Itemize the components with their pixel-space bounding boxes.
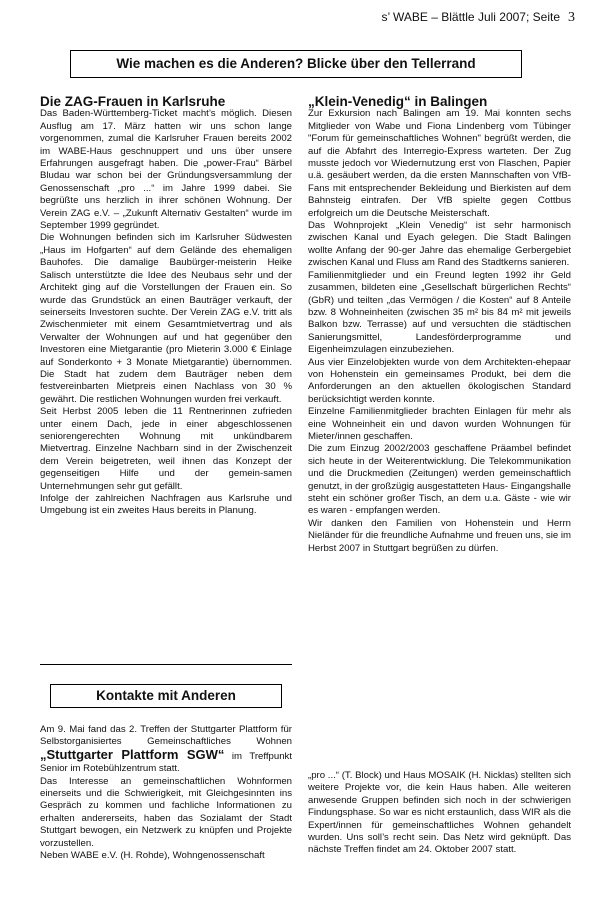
paragraph: Aus vier Einzelobjekten wurde von dem Architekten-ehepaar von Hohenstein ein gemeinsames Produkt, bei dem die Anforderungen an den aktuellen ökologischen Standard berücksichtigt werden konnte.: [308, 356, 571, 405]
paragraph: Das Wohnprojekt „Klein Venedig“ ist sehr harmonisch zwischen Kanal und Eyach gelegen. Die Stadt Balingen wollte Anfang der 90-ger Jahre das ehemalige Gerbergebiet zwischen Kanal und Fluss am Rand des Stadtkerns sanieren.: [308, 220, 571, 269]
paragraph: „pro ...“ (T. Block) und Haus MOSAIK (H. Nicklas) stellten sich weitere Projekte vor, die kein Haus haben. Alle weiteren anwesende Gruppen befinden sich noch in der schwierigen Findungsphase. So war es nicht erstaunlich, dass WIR als die Expert/innen für gemeinschaftliches Wohnen gehandelt wurden. Uns soll’s recht sein. Das Netz wird geknüpft. Das nächste Treffen findet am 24. Oktober 2007 statt.: [308, 770, 571, 856]
paragraph: Einzelne Familienmitglieder brachten Einlagen für mehr als eine Wohneinheit ein und davon wurden Wohnungen für Mieter/innen geschaffen.: [308, 406, 571, 442]
article-heading-balingen: „Klein-Venedig“ in Balingen: [308, 94, 488, 109]
page-header: [381, 10, 575, 26]
paragraph: Die zum Einzug 2002/2003 geschaffene Präambel befindet sich heute in der Weiterentwicklung. Die Telekommunikation und die Druckmedien (Zeitungen) werden gemeinschaftlich genutzt, in der großzügig ausgestatteten Haus- Eingangshalle steht ein schöner großer Tisch, an dem u.a. Gäste - wie wir es waren - empfangen werden.: [308, 443, 571, 517]
paragraph: Das Baden-Württemberg-Ticket macht’s möglich. Diesen Ausflug am 17. März hatten wir uns schon lange vorgenommen, zumal die Karlsruher Frauen bereits 2002 im WABE-Haus geschnuppert und uns über unsere Erfahrungen ausgefragt haben. Die „power-Frau“ Bärbel Bludau war schon bei der Gründungsversammlung der Genossenschaft „pro ...“ im Jahre 1999 dabei. Sie begrüßte uns herzlich in ihrer schönen Wohnung. Der Verein ZAG e.V. – „Zukunft Alternativ Gestalten“ wurde im September 1999 gegründet.: [40, 108, 292, 232]
paragraph: Zur Exkursion nach Balingen am 19. Mai konnten sechs Mitglieder von Wabe und Fiona Lindenberg vom Tübinger "Forum für gemeinschaftliches Wohnen" begrüßt werden, die auf die Abfahrt des Interregio-Express warteten. Der Zug musste jedoch vor Wiedernutzung erst von Flaschen, Papier u.ä. gesäubert werden, da die ersten Mannschaften von VfB-Fans mit entsprechender Bekleidung und Bierkisten auf dem Bahnsteig eintrafen. Der VfB spielte gegen Cottbus erfolgreich um die Deutsche Meisterschaft.: [308, 108, 571, 219]
contacts-text-a: Am 9. Mai fand das 2. Treffen der Stuttgarter Plattform für Selbstorganisiertes Gemeinschaftliches Wohnen: [40, 724, 292, 748]
article-contacts: [40, 724, 292, 862]
paragraph: Infolge der zahlreichen Nachfragen aus Karlsruhe und Umgebung ist ein zweites Haus bereits in Planung.: [40, 493, 292, 517]
contacts-text-b: im Treffpunkt Senior im Rotebühlzentrum statt.: [40, 750, 292, 775]
contacts-banner: Kontakte mit Anderen: [50, 684, 282, 708]
article-zag: [40, 96, 292, 518]
paragraph: [40, 724, 292, 776]
paragraph: Wir danken den Familien von Hohenstein und Herrn Nieländer für die freundliche Aufnahme und freuen uns, sie im Herbst 2007 in Stuttgart begrüßen zu dürfen.: [308, 517, 571, 554]
page-number: 3: [568, 10, 575, 25]
section-banner: Wie machen es die Anderen? Blicke über den Tellerrand: [70, 50, 522, 78]
paragraph: Seit Herbst 2005 leben die 11 Rentnerinnen zufrieden unter einem Dach, jede in einer abgeschlossenen seniorengerechten Wohnung mit unkündbarem Mietvertrag. Einzelne Nachbarn sind in der Zwischenzeit dem Verein beigetreten, weil ihnen das Konzept der gegenseitigen Hilfe und der gemein-samen Unternehmungen sehr gut gefällt.: [40, 406, 292, 492]
article-heading-zag: Die ZAG-Frauen in Karlsruhe: [40, 94, 226, 109]
article-balingen: [308, 96, 571, 555]
paragraph: Das Interesse an gemeinschaftlichen Wohnformen einerseits und die Schwierigkeit, mit Gleichgesinnten ins Gespräch zu kommen und fachliche Informationen zu erhalten andererseits, haben das Sozialamt der Stadt Stuttgart bewogen, ein Netzwerk zu knüpfen und Projekte vorzustellen.: [40, 775, 292, 849]
paragraph: Neben WABE e.V. (H. Rohde), Wohngenossenschaft: [40, 850, 265, 862]
header-title: s’ WABE – Blättle Juli 2007; Seite: [381, 10, 560, 24]
article-contacts-continued: [308, 770, 571, 857]
paragraph: Familienmitglieder und ein Freund legten 1992 ihr Geld zusammen, bildeten eine „Gesellschaft bürgerlichen Rechts“ (GbR) und teilten „das Vermögen / die Kosten“ auf 8 Anteile bzw. 8 Wohneinheiten (zwischen 35 m² bis 84 m² mit jeweils Balkon bzw. Terrasse) auf und versuchten die städtischen Sanierungsmittel, Landesförderprogramme und Eigenheimzulagen einzubeziehen.: [308, 269, 571, 356]
divider-line: [40, 664, 292, 665]
paragraph: Die Wohnungen befinden sich im Karlsruher Südwesten „Haus im Hofgarten“ auf dem Gelände des ehemaligen Bauhofes. Die damalige Baubürger-meisterin Heike Salisch unterstützte die Idee des Neubaus sehr und der Architekt ging auf die Vorstellungen der Frauen ein. So wurde das Grundstück an einen Bauträger verkauft, der seinerseits Investoren suchte. Der Verein ZAG e.V. tritt als Zwischenmieter mit einem Gesamtmietvertrag und als Verwalter der Wohnungen auf und hat gegenüber den Investoren eine Mietgarantie (pro Mieterin 3.000 € Einlage auf Sonderkonto + 3 Monate Mietgarantie) übernommen. Die Stadt hat zudem dem Bauträger neben dem festvereinbarten Mietpreis einen Nachlass von 30 % gewährt. Die restlichen Wohnungen wurden frei verkauft.: [40, 232, 292, 405]
platform-name: „Stuttgarter Plattform SGW“: [40, 746, 225, 762]
